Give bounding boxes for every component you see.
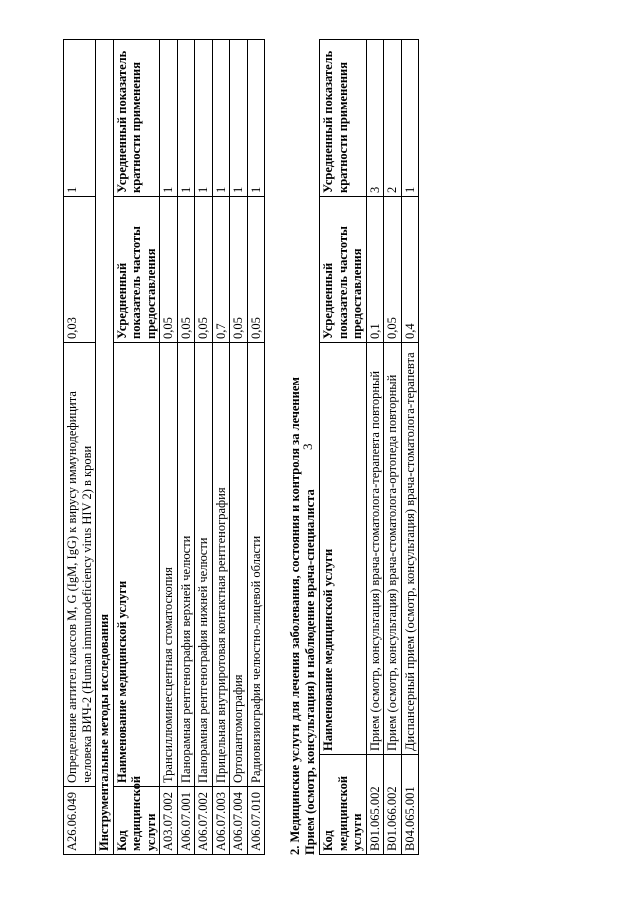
table-row [230, 40, 248, 855]
header-multiplicity: Усредненный показатель кратности применения [113, 40, 160, 197]
service-code: B04.065.001 [401, 755, 419, 855]
service-code: A26.06.049 [64, 787, 96, 855]
header-code: Код медицинской услуги [320, 755, 367, 855]
frequency-value: 0,03 [64, 197, 96, 343]
frequency-value: 0,4 [401, 197, 419, 343]
frequency-value: 0,05 [195, 197, 213, 343]
table-row [160, 40, 178, 855]
specialist-reception-table [319, 39, 419, 855]
table-row [177, 40, 195, 855]
frequency-value: 0,05 [230, 197, 248, 343]
frequency-value: 0,7 [212, 197, 230, 343]
service-code: B01.065.002 [366, 755, 384, 855]
multiplicity-value: 1 [247, 40, 265, 197]
table-row [401, 40, 419, 855]
header-multiplicity: Усредненный показатель кратности применения [320, 40, 367, 197]
page-number: 3 [300, 443, 315, 450]
header-row [320, 40, 367, 855]
service-code: A06.07.010 [247, 787, 265, 855]
multiplicity-value: 2 [384, 40, 402, 197]
service-code: A06.07.003 [212, 787, 230, 855]
service-code: A03.07.002 [160, 787, 178, 855]
service-name: Панорамная рентгенография нижней челюсти [195, 343, 213, 787]
rotated-content [55, 40, 615, 855]
section-subtitle: Прием (осмотр, консультация) и наблюдение врача-специалиста [302, 489, 317, 855]
table-row [64, 40, 96, 855]
service-name: Панорамная рентгенография верхней челюсти [177, 343, 195, 787]
section-label-row [96, 40, 114, 855]
frequency-value: 0,05 [384, 197, 402, 343]
header-frequency: Усредненный показатель частоты предоставления [320, 197, 367, 343]
frequency-value: 0,05 [177, 197, 195, 343]
service-name: Радиовизиография челюстно-лицевой области [247, 343, 265, 787]
multiplicity-value: 1 [177, 40, 195, 197]
service-name: Прием (осмотр, консультация) врача-стоматолога-ортопеда повторный [384, 343, 402, 755]
multiplicity-value: 1 [230, 40, 248, 197]
frequency-value: 0,05 [160, 197, 178, 343]
table-row [195, 40, 213, 855]
section-title: 2. Медицинские услуги для лечения заболевания, состояния и контроля за лечением [288, 377, 302, 855]
service-code: A06.07.002 [195, 787, 213, 855]
multiplicity-value: 1 [212, 40, 230, 197]
frequency-value: 0,1 [366, 197, 384, 343]
table-row [212, 40, 230, 855]
table-row [366, 40, 384, 855]
table-row [384, 40, 402, 855]
service-code: A06.07.001 [177, 787, 195, 855]
multiplicity-value: 3 [366, 40, 384, 197]
header-frequency: Усредненный показатель частоты предоставления [113, 197, 160, 343]
service-code: B01.066.002 [384, 755, 402, 855]
header-row [113, 40, 160, 855]
service-name: Диспансерный прием (осмотр, консультация) врача-стоматолога-терапевта [401, 343, 419, 755]
service-name: Определение антител классов M, G (IgM, IgG) к вирусу иммунодефицита человека ВИЧ-2 (Human immunodeficiency virus HIV 2) в крови [64, 343, 96, 787]
instrumental-methods-table [63, 39, 265, 855]
multiplicity-value: 1 [64, 40, 96, 197]
service-name: Прием (осмотр, консультация) врача-стоматолога-терапевта повторный [366, 343, 384, 755]
frequency-value: 0,05 [247, 197, 265, 343]
multiplicity-value: 1 [160, 40, 178, 197]
multiplicity-value: 1 [401, 40, 419, 197]
header-code: Код медицинской услуги [113, 787, 160, 855]
header-name: Наименование медицинской услуги [320, 343, 367, 755]
spacer [265, 40, 287, 855]
service-name: Трансиллюминесцентная стоматоскопия [160, 343, 178, 787]
service-name: Ортопантомография [230, 343, 248, 787]
service-code: A06.07.004 [230, 787, 248, 855]
section-label: Инструментальные методы исследования [96, 40, 114, 855]
header-name: Наименование медицинской услуги [113, 343, 160, 787]
multiplicity-value: 1 [195, 40, 213, 197]
table-row [247, 40, 265, 855]
service-name: Прицельная внутриротовая контактная рентгенография [212, 343, 230, 787]
